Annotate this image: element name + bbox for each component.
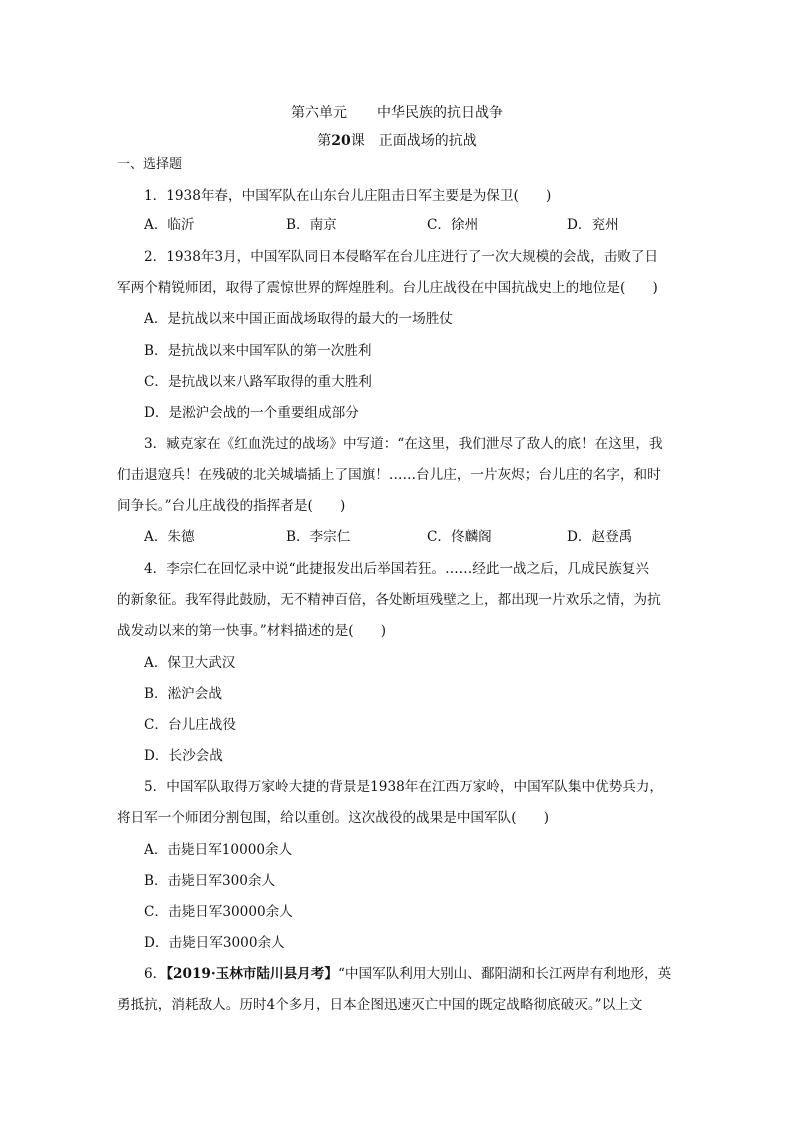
q2-option-b: B．是抗战以来中国军队的第一次胜利 (144, 343, 372, 359)
q3-option-c: C．佟麟阁 (427, 529, 492, 545)
q2-stem-line1: 2．1938年3月，中国军队同日本侵略军在台儿庄进行了一次大规模的会战，击败了日 (144, 249, 659, 265)
lesson-heading (0, 130, 794, 150)
q5-stem-line1: 5．中国军队取得万家岭大捷的背景是1938年在江西万家岭，中国军队集中优势兵力， (144, 779, 664, 795)
q4-stem-line1: 4．李宗仁在回忆录中说“此捷报发出后举国若狂。……经此一战之后，几成民族复兴 (144, 561, 649, 577)
q1-option-c: C．徐州 (427, 217, 479, 233)
q6-stem-text: “中国军队利用大别山、鄱阳湖和长江两岸有利地形，英 (337, 966, 672, 982)
q1-stem: 1．1938年春，中国军队在山东台儿庄阻击日军主要是为保卫( ) (144, 188, 552, 204)
q4-option-d: D．长沙会战 (144, 748, 223, 764)
unit-label: 第六单元 (291, 105, 347, 121)
q4-stem-line2: 的新象征。我军得此鼓励，无不精神百倍，各处断垣残壁之上，都出现一片欢乐之情，为抗 (117, 592, 661, 608)
q6-stem-line1 (144, 965, 671, 983)
q1-option-a: A．临沂 (144, 217, 195, 233)
lesson-prefix: 第 (317, 133, 332, 149)
q4-option-a: A．保卫大武汉 (144, 655, 236, 671)
unit-heading (0, 102, 794, 122)
q5-option-b: B．击毙日军300余人 (144, 873, 276, 889)
q5-stem-line2: 将日军一个师团分割包围，给以重创。这次战役的战果是中国军队( ) (117, 810, 550, 826)
lesson-title: 课 正面战场的抗战 (350, 133, 477, 149)
q2-option-c: C．是抗战以来八路军取得的重大胜利 (144, 374, 372, 390)
q3-stem-line1: 3．臧克家在《红血洗过的战场》中写道：“在这里，我们泄尽了敌人的底！在这里，我 (144, 436, 663, 452)
q1-option-b: B．南京 (286, 217, 337, 233)
q3-option-b: B．李宗仁 (286, 529, 351, 545)
unit-title: 中华民族的抗日战争 (377, 105, 503, 121)
q3-stem-line3: 间争长。”台儿庄战役的指挥者是( ) (117, 498, 346, 514)
q2-stem-line2: 军两个精锐师团，取得了震惊世界的辉煌胜利。台儿庄战役在中国抗战史上的地位是( ) (117, 280, 658, 296)
lesson-number: 20 (331, 133, 351, 149)
q4-option-b: B．淞沪会战 (144, 686, 222, 702)
q4-stem-line3: 战发动以来的第一快事。”材料描述的是( ) (117, 623, 387, 639)
q2-option-d: D．是淞沪会战的一个重要组成部分 (144, 405, 359, 421)
q3-option-d: D．赵登禹 (567, 529, 633, 545)
q3-option-a: A．朱德 (144, 529, 195, 545)
q1-option-d: D．兖州 (567, 217, 619, 233)
q5-option-d: D．击毙日军3000余人 (144, 935, 285, 951)
q5-option-a: A．击毙日军10000余人 (144, 842, 293, 858)
q6-source-tag: 【2019·玉林市陆川县月考】 (166, 966, 338, 982)
section-heading: 一、选择题 (117, 157, 183, 172)
q4-option-c: C．台儿庄战役 (144, 717, 236, 733)
q5-option-c: C．击毙日军30000余人 (144, 904, 293, 920)
q6-number: 6． (144, 966, 167, 982)
q6-stem-line2: 勇抵抗，消耗敌人。历时4个多月，日本企图迅速灭亡中国的既定战略彻底破灭。”以上文 (117, 997, 643, 1013)
q2-option-a: A．是抗战以来中国正面战场取得的最大的一场胜仗 (144, 311, 453, 327)
q3-stem-line2: 们击退寇兵！在残破的北关城墙插上了国旗！……台儿庄，一片灰烬；台儿庄的名字，和时 (117, 467, 661, 483)
